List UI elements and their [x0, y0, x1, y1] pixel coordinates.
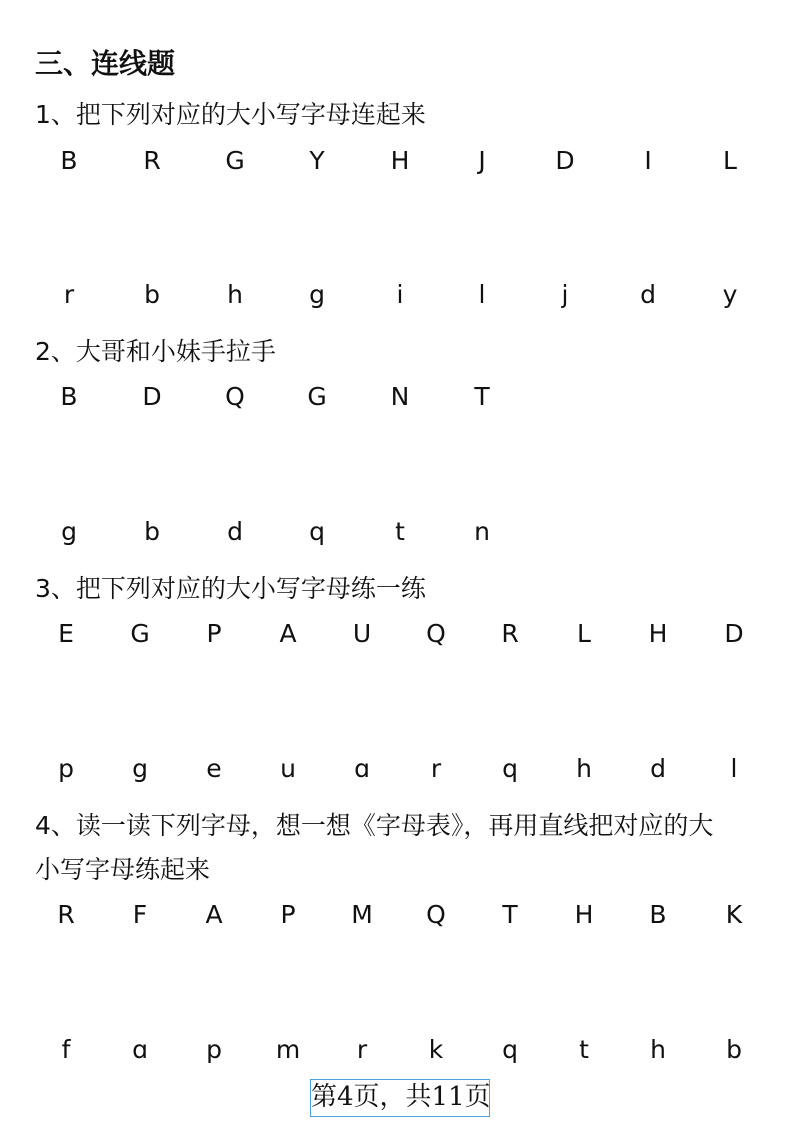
q1-upper-letter: I: [644, 146, 652, 175]
question-4-instruction-line-1: 4、读一读下列字母，想一想《字母表》，再用直线把对应的大: [35, 811, 714, 840]
q3-lower-letter: g: [132, 754, 148, 783]
q2-lower-letter: g: [61, 517, 77, 546]
q3-upper-letter: L: [577, 619, 591, 648]
q2-upper-letter: N: [390, 382, 410, 411]
q4-lower-letter: h: [650, 1035, 666, 1064]
q3-lower-letter: e: [206, 754, 222, 783]
q1-upper-letter: B: [60, 146, 78, 175]
q1-upper-letter: H: [390, 146, 410, 175]
q4-upper-letter: M: [351, 900, 373, 929]
question-2-instruction: 2、大哥和小妹手拉手: [35, 337, 276, 366]
q2-lower-letter: n: [474, 517, 490, 546]
page-number-footer: 第4页，共11页: [310, 1079, 490, 1117]
q1-lower-letter: b: [144, 280, 160, 309]
q3-upper-letter: Q: [426, 619, 446, 648]
q3-lower-letter: p: [58, 754, 74, 783]
q4-lower-letter: t: [579, 1035, 589, 1064]
q4-upper-letter: T: [502, 900, 518, 929]
q4-lower-letter: f: [61, 1035, 71, 1064]
q4-lower-letter: b: [726, 1035, 742, 1064]
q4-upper-letter: K: [725, 900, 743, 929]
q3-upper-letter: E: [58, 619, 74, 648]
q1-upper-letter: Y: [309, 146, 325, 175]
q3-lower-letter: h: [576, 754, 592, 783]
q3-lower-letter: ɑ: [354, 754, 370, 783]
q4-upper-letter: Q: [426, 900, 446, 929]
q2-lower-letter: q: [309, 517, 325, 546]
q1-upper-letter: R: [143, 146, 161, 175]
q1-lower-letter: d: [640, 280, 656, 309]
q3-lower-letter: u: [280, 754, 296, 783]
q2-lower-letter: t: [395, 517, 405, 546]
question-3-instruction: 3、把下列对应的大小写字母练一练: [35, 574, 426, 603]
q3-upper-letter: A: [279, 619, 297, 648]
q2-lower-letter: b: [144, 517, 160, 546]
q3-upper-letter: U: [352, 619, 372, 648]
q1-upper-letter: G: [225, 146, 245, 175]
q3-lower-letter: r: [430, 754, 442, 783]
q4-lower-letter: p: [206, 1035, 222, 1064]
question-4-instruction-line-2: 小写字母练起来: [35, 855, 211, 884]
q3-lower-letter: d: [650, 754, 666, 783]
q4-upper-letter: P: [280, 900, 296, 929]
q1-upper-letter: L: [723, 146, 737, 175]
q3-upper-letter: D: [724, 619, 744, 648]
q3-upper-letter: G: [130, 619, 150, 648]
q4-upper-letter: A: [205, 900, 223, 929]
q4-lower-letter: m: [275, 1035, 301, 1064]
q2-upper-letter: G: [307, 382, 327, 411]
q4-lower-letter: ɑ: [132, 1035, 148, 1064]
q2-upper-letter: B: [60, 382, 78, 411]
q4-upper-letter: H: [574, 900, 594, 929]
q1-upper-letter: J: [478, 146, 486, 175]
q3-lower-letter: q: [502, 754, 518, 783]
section-heading: 三、连线题: [35, 47, 176, 80]
q3-upper-letter: R: [501, 619, 519, 648]
q2-upper-letter: D: [142, 382, 162, 411]
q1-lower-letter: h: [227, 280, 243, 309]
q2-lower-letter: d: [227, 517, 243, 546]
q1-lower-letter: j: [561, 280, 569, 309]
q1-lower-letter: i: [396, 280, 404, 309]
q3-upper-letter: P: [206, 619, 222, 648]
question-1-instruction: 1、把下列对应的大小写字母连起来: [35, 100, 426, 129]
q4-lower-letter: r: [356, 1035, 368, 1064]
q1-lower-letter: y: [722, 280, 738, 309]
q3-upper-letter: H: [648, 619, 668, 648]
q3-lower-letter: l: [730, 754, 738, 783]
q4-lower-letter: k: [428, 1035, 444, 1064]
q4-upper-letter: B: [649, 900, 667, 929]
q4-upper-letter: F: [132, 900, 148, 929]
q1-upper-letter: D: [555, 146, 575, 175]
q1-lower-letter: l: [478, 280, 486, 309]
q2-upper-letter: T: [474, 382, 490, 411]
q2-upper-letter: Q: [225, 382, 245, 411]
q1-lower-letter: r: [63, 280, 75, 309]
q4-upper-letter: R: [57, 900, 75, 929]
q1-lower-letter: g: [309, 280, 325, 309]
q4-lower-letter: q: [502, 1035, 518, 1064]
